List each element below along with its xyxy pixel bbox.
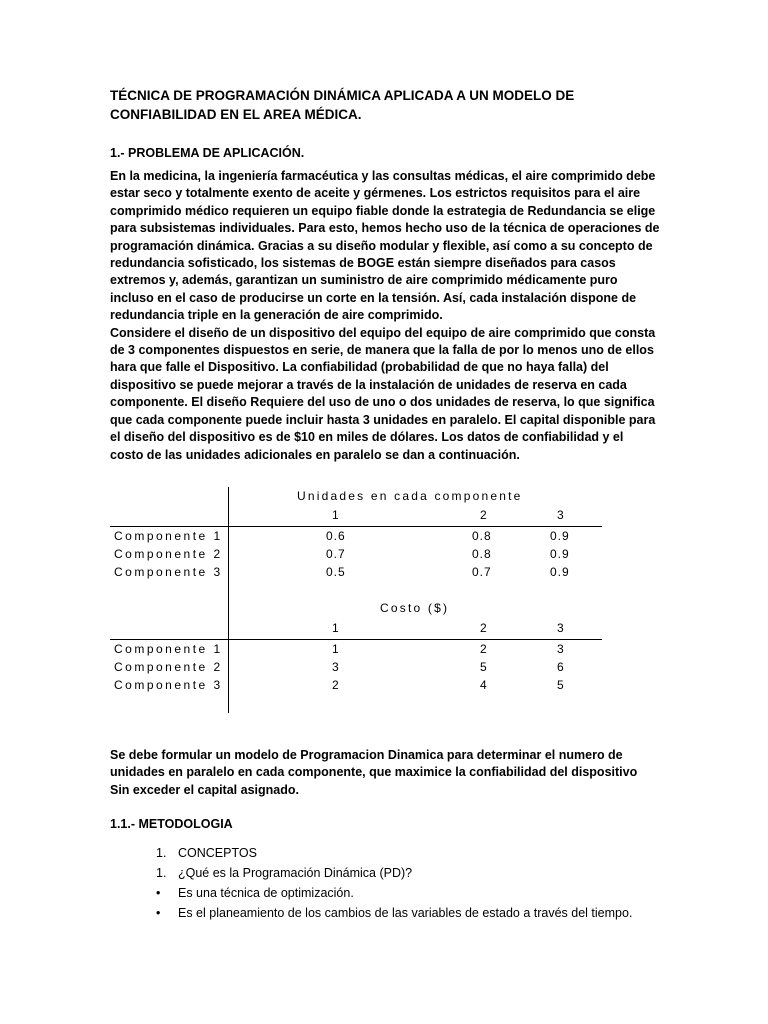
reliability-cell: 0.8 [472,529,492,543]
cost-row-label: Componente 3 [114,678,223,692]
cost-cell: 3 [332,660,340,674]
document-title: TÉCNICA DE PROGRAMACIÓN DINÁMICA APLICADA A UN MODELO DE CONFIABILIDAD EN EL AREA MÉDICA. [110,88,575,122]
reliability-cell: 0.6 [326,529,346,543]
cost-cell: 2 [480,642,488,656]
section-heading-metodologia: 1.1.- METODOLOGIA [110,817,233,831]
list-item-text: Es una técnica de optimización. [178,886,354,900]
bullet-icon: • [156,906,161,920]
table-rule-top [110,526,602,527]
reliability-row-label: Componente 2 [114,547,223,561]
list-item-text: Es el planeamiento de los cambios de las variables de estado a través del tiempo. [178,906,633,920]
reliability-cell: 0.7 [326,547,346,561]
reliability-row-label: Componente 1 [114,529,223,543]
col-header-2: 2 [480,508,488,522]
cost-row-label: Componente 2 [114,660,223,674]
cost-cell: 4 [480,678,488,692]
data-table [110,487,602,713]
col-header-2: 2 [480,621,488,635]
cost-cell: 2 [332,678,340,692]
cost-cell: 6 [557,660,565,674]
list-marker: 1. [156,846,167,860]
cost-cell: 5 [557,678,565,692]
list-item [156,843,632,863]
paragraph-context: En la medicina, la ingeniería farmacéutica y las consultas médicas, el aire comprimido debe estar seco y totalmente exento de aceite y gérmenes. Los estrictos requisitos para el aire comprimido médico requieren un equipo fiable donde la estrategia de Redundancia se elige para subsistemas individuales. Para esto, hemos hecho uso de la técnica de operaciones de programación dinámica. Gracias a su diseño modular y flexible, así como a su concepto de redundancia sofisticado, los sistemas de BOGE están siempre diseñados para casos extremos y, además, garantizan un suministro de aire comprimido médicamente puro incluso en el caso de producirse un corte en la tensión. Así, cada instalación dispone de redundancia triple en la generación de aire comprimido. [110,169,660,323]
col-header-1: 1 [332,621,340,635]
reliability-cell: 0.7 [472,565,492,579]
cost-cell: 3 [557,642,565,656]
bullet-icon: • [156,886,161,900]
col-header-3: 3 [557,621,565,635]
list-item-text: CONCEPTOS [178,846,257,860]
col-header-3: 3 [557,508,565,522]
reliability-cell: 0.9 [550,529,570,543]
section-heading-problema: 1.- PROBLEMA DE APLICACIÓN. [110,146,305,160]
reliability-row-label: Componente 3 [114,565,223,579]
list-item [156,903,632,923]
cost-cell: 5 [480,660,488,674]
col-header-1: 1 [332,508,340,522]
reliability-caption: Unidades en cada componente [297,489,523,503]
paragraph-formulation: Se debe formular un modelo de Programacion Dinamica para determinar el numero de unidades en paralelo en cada componente, que maximice la confiabilidad del dispositivo Sin exceder el capital asignado. [110,748,638,797]
reliability-cell: 0.8 [472,547,492,561]
table-rule-cost [110,639,602,640]
reliability-cell: 0.9 [550,565,570,579]
cost-row-label: Componente 1 [114,642,223,656]
list-item [156,883,632,903]
list-item [156,863,632,883]
cost-cell: 1 [332,642,340,656]
paragraph-problem: Considere el diseño de un dispositivo del equipo del equipo de aire comprimido que consta de 3 componentes dispuestos en serie, de manera que la falla de por lo menos uno de ellos hara que falle el Dispositivo. La confiabilidad (probabilidad de que no haya falla) del dispositivo se puede mejorar a través de la instalación de unidades de reserva en cada componente. El diseño Requiere del uso de uno o dos unidades de reserva, lo que significa que cada componente puede incluir hasta 3 unidades en paralelo. El capital disponible para el diseño del dispositivo es de $10 en miles de dólares. Los datos de confiabilidad y el costo de las unidades adicionales en paralelo se dan a continuación. [110,325,656,462]
list-marker: 1. [156,866,167,880]
body-text-block [110,168,660,464]
methodology-list [156,843,632,923]
cost-caption: Costo ($) [380,601,450,615]
table-vertical-rule [228,487,229,713]
reliability-cell: 0.9 [550,547,570,561]
list-item-text: ¿Qué es la Programación Dinámica (PD)? [178,866,413,880]
reliability-cell: 0.5 [326,565,346,579]
